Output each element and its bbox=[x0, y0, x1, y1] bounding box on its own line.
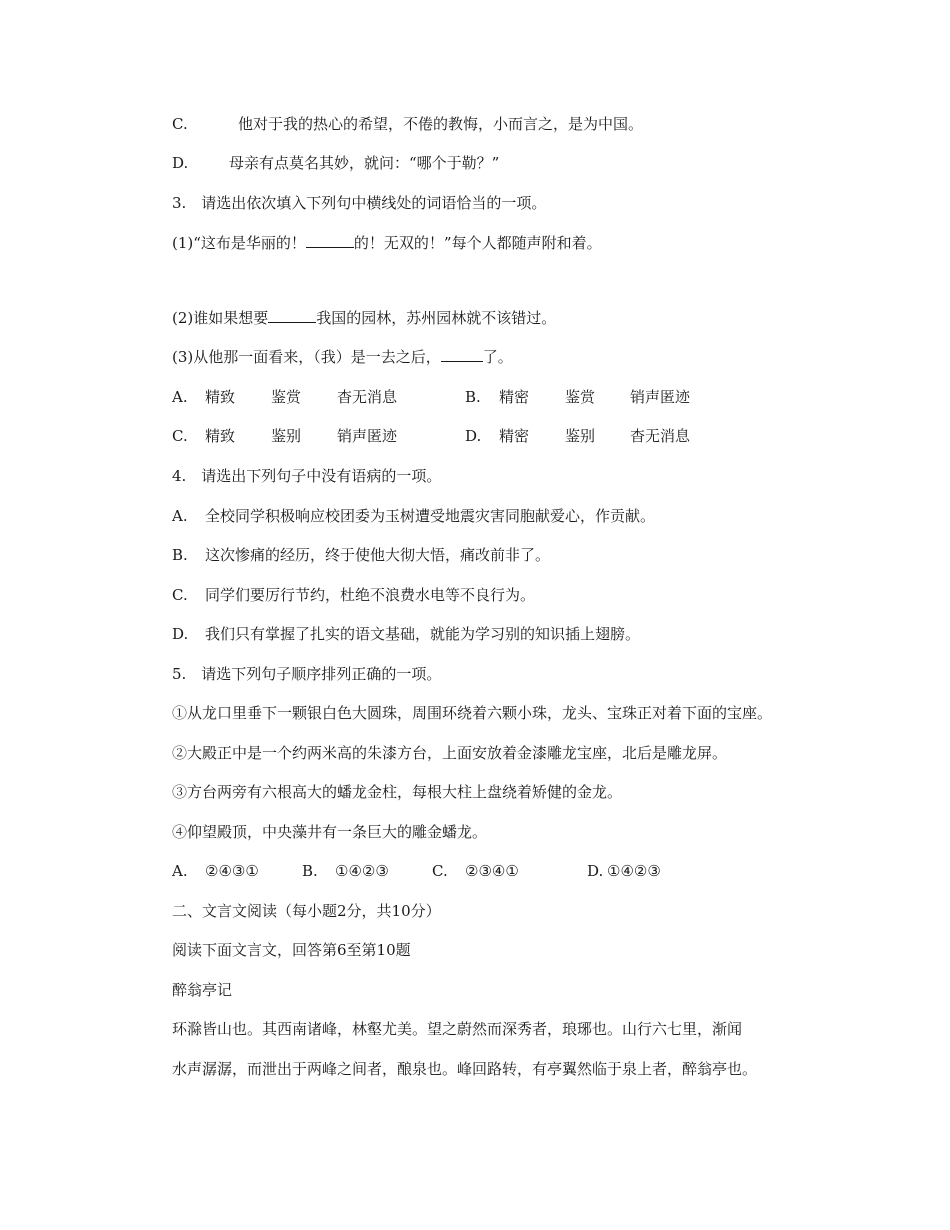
option-label: D. bbox=[587, 862, 604, 880]
option-word: 鉴别 bbox=[271, 427, 302, 445]
q5-sentence-1: ①从龙口里垂下一颗银白色大圆珠，周围环绕着六颗小珠，龙头、宝珠正对着下面的宝座。 bbox=[172, 704, 773, 722]
option-label: A. bbox=[172, 388, 188, 406]
q5-sentence-2: ②大殿正中是一个约两米高的朱漆方台，上面安放着金漆雕龙宝座，北后是雕龙屏。 bbox=[172, 744, 728, 762]
sentence-text: (1)“这布是华丽的！ bbox=[172, 234, 306, 252]
q3-sentence-2 bbox=[172, 308, 556, 328]
option-label: B. bbox=[172, 546, 188, 564]
reading-instruction: 阅读下面文言文，回答第6至第10题 bbox=[172, 941, 411, 959]
option-text: 他对于我的热心的希望，不倦的教悔，小而言之，是为中国。 bbox=[238, 115, 644, 133]
passage-line-2: 水声潺潺，而泄出于两峰之间者，酿泉也。峰回路转，有亭翼然临于泉上者，醉翁亭也。 bbox=[172, 1060, 758, 1078]
passage-line-1: 环滁皆山也。其西南诸峰，林壑尤美。望之蔚然而深秀者，琅琊也。山行六七里，渐闻 bbox=[172, 1020, 743, 1038]
option-text: ②④③① bbox=[205, 862, 259, 880]
sentence-text: (2)谁如果想要 bbox=[172, 309, 269, 327]
q5-sentence-4: ④仰望殿顶，中央藻井有一条巨大的雕金蟠龙。 bbox=[172, 823, 488, 841]
sentence-text: 我国的园林，苏州园林就不该错过。 bbox=[316, 309, 557, 327]
option-label: D. bbox=[172, 625, 189, 643]
q5-stem: 5. 请选下列句子顺序排列正确的一项。 bbox=[172, 665, 442, 683]
q4-stem: 4. 请选出下列句子中没有语病的一项。 bbox=[172, 467, 442, 485]
option-word: 精致 bbox=[205, 388, 236, 406]
option-text: 全校同学积极响应校团委为玉树遭受地震灾害同胞献爱心，作贡献。 bbox=[205, 507, 656, 525]
option-word: 杳无消息 bbox=[337, 388, 398, 406]
q3-sentence-1 bbox=[172, 233, 602, 253]
option-label: A. bbox=[172, 507, 188, 525]
option-label: C. bbox=[172, 115, 188, 133]
option-word: 杳无消息 bbox=[630, 427, 691, 445]
option-word: 鉴别 bbox=[565, 427, 596, 445]
fill-blank bbox=[268, 308, 316, 323]
option-label: A. bbox=[172, 862, 188, 880]
option-text: 我们只有掌握了扎实的语文基础，就能为学习别的知识插上翅膀。 bbox=[205, 625, 641, 643]
fill-blank bbox=[306, 233, 354, 248]
option-label: B. bbox=[302, 862, 318, 880]
option-text: ①④②③ bbox=[607, 862, 661, 880]
option-text: ①④②③ bbox=[335, 862, 389, 880]
option-text: ②③④① bbox=[465, 862, 519, 880]
option-word: 精密 bbox=[499, 427, 530, 445]
option-word: 鉴赏 bbox=[271, 388, 302, 406]
option-label: C. bbox=[172, 586, 188, 604]
option-word: 销声匿迹 bbox=[630, 388, 691, 406]
passage-title: 醉翁亭记 bbox=[172, 981, 233, 999]
q3-sentence-3 bbox=[172, 347, 513, 367]
sentence-text: 的！无双的！”每个人都随声附和着。 bbox=[353, 234, 602, 252]
option-label: C. bbox=[172, 427, 188, 445]
option-word: 精致 bbox=[205, 427, 236, 445]
option-label: D. bbox=[172, 154, 189, 172]
option-word: 销声匿迹 bbox=[337, 427, 398, 445]
option-label: D. bbox=[465, 427, 482, 445]
sentence-text: 了。 bbox=[482, 348, 513, 366]
option-word: 精密 bbox=[499, 388, 530, 406]
option-text: 这次惨痛的经历，终于使他大彻大悟，痛改前非了。 bbox=[205, 546, 551, 564]
option-word: 鉴赏 bbox=[565, 388, 596, 406]
option-label: B. bbox=[465, 388, 481, 406]
section-heading: 二、文言文阅读（每小题2分，共10分） bbox=[172, 902, 441, 920]
option-text: 母亲有点莫名其妙，就问：“哪个于勒？” bbox=[229, 154, 500, 172]
option-label: C. bbox=[432, 862, 448, 880]
q3-stem: 3. 请选出依次填入下列句中横线处的词语恰当的一项。 bbox=[172, 194, 547, 212]
fill-blank bbox=[441, 347, 483, 362]
sentence-text: (3)从他那一面看来，（我）是一去之后， bbox=[172, 348, 441, 366]
q5-sentence-3: ③方台两旁有六根高大的蟠龙金柱，每根大柱上盘绕着矫健的金龙。 bbox=[172, 783, 623, 801]
option-text: 同学们要厉行节约，杜绝不浪费水电等不良行为。 bbox=[205, 586, 536, 604]
